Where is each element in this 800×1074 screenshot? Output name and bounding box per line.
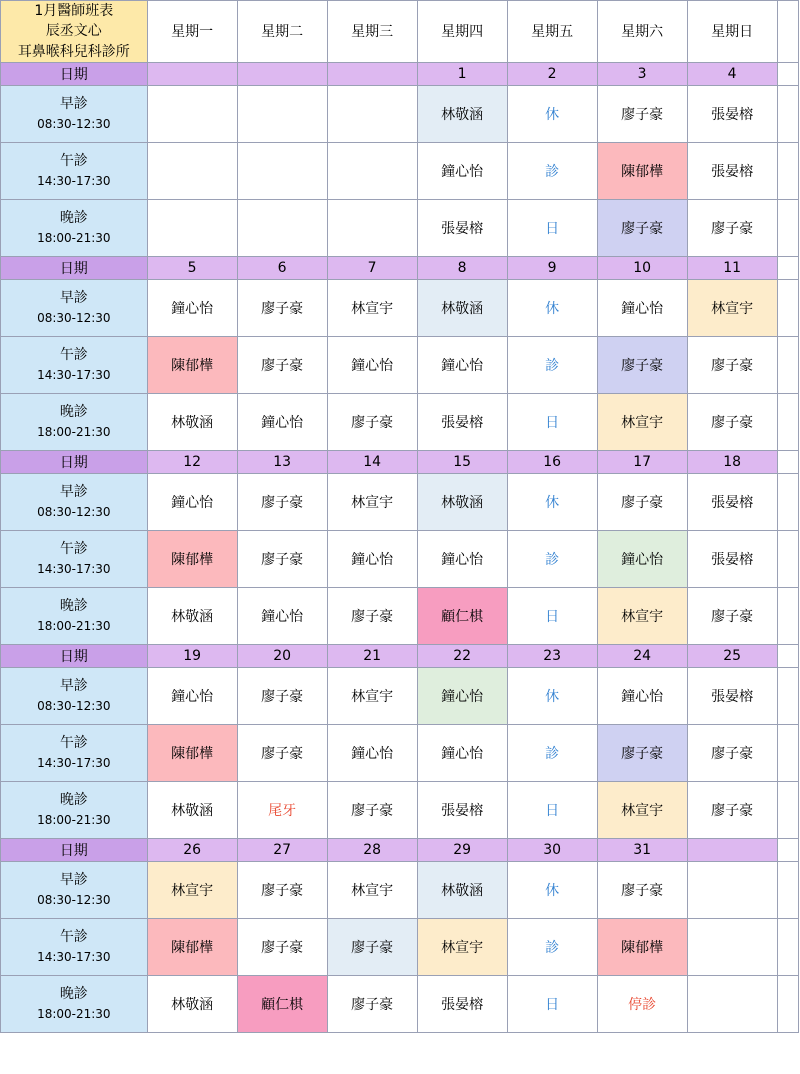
edge-cell (777, 975, 798, 1032)
session-name: 早診 (59, 290, 88, 307)
shift-cell[interactable]: 廖子豪 (687, 199, 777, 256)
shift-cell[interactable]: 廖子豪 (597, 336, 687, 393)
edge-cell (777, 724, 798, 781)
shift-cell[interactable]: 鐘心怡 (237, 393, 327, 450)
session-name: 晚診 (59, 598, 88, 615)
date-number: 6 (237, 256, 327, 279)
session-label (1, 918, 148, 975)
shift-cell[interactable]: 廖子豪 (237, 861, 327, 918)
session-row (1, 142, 799, 199)
session-time: 18:00-21:30 (37, 619, 111, 634)
shift-cell[interactable]: 陳郁樺 (147, 918, 237, 975)
clinic-title-line: 辰丞文心 (45, 23, 102, 40)
session-name: 午診 (59, 153, 88, 170)
session-label (1, 781, 148, 838)
shift-cell[interactable]: 鐘心怡 (417, 724, 507, 781)
edge-cell (777, 644, 798, 667)
session-time: 08:30-12:30 (37, 699, 111, 714)
session-time: 08:30-12:30 (37, 117, 111, 132)
shift-cell[interactable]: 廖子豪 (597, 473, 687, 530)
session-label (1, 85, 148, 142)
date-number: 25 (687, 644, 777, 667)
date-number: 30 (507, 838, 597, 861)
shift-cell[interactable]: 林宣宇 (417, 918, 507, 975)
session-row (1, 85, 799, 142)
date-number: 28 (327, 838, 417, 861)
shift-cell[interactable]: 張晏榕 (687, 85, 777, 142)
date-number: 29 (417, 838, 507, 861)
shift-cell[interactable]: 廖子豪 (237, 473, 327, 530)
date-number: 12 (147, 450, 237, 473)
shift-cell[interactable]: 林宣宇 (147, 861, 237, 918)
session-label (1, 975, 148, 1032)
session-name: 早診 (59, 678, 88, 695)
shift-cell[interactable]: 鐘心怡 (597, 530, 687, 587)
edge-cell (777, 85, 798, 142)
session-time: 08:30-12:30 (37, 311, 111, 326)
shift-cell[interactable]: 廖子豪 (237, 724, 327, 781)
session-row (1, 336, 799, 393)
session-label (1, 142, 148, 199)
edge-cell (777, 1, 798, 63)
shift-cell[interactable]: 張晏榕 (687, 473, 777, 530)
edge-cell (777, 336, 798, 393)
shift-cell[interactable]: 鐘心怡 (237, 587, 327, 644)
shift-cell[interactable] (237, 199, 327, 256)
shift-cell[interactable]: 診 (507, 336, 597, 393)
session-label (1, 336, 148, 393)
shift-cell[interactable] (687, 918, 777, 975)
shift-cell[interactable] (147, 142, 237, 199)
shift-cell[interactable]: 張晏榕 (687, 667, 777, 724)
weekday-header: 星期六 (597, 1, 687, 63)
date-number: 9 (507, 256, 597, 279)
date-row (1, 256, 799, 279)
shift-cell[interactable]: 廖子豪 (597, 724, 687, 781)
shift-cell[interactable]: 廖子豪 (237, 279, 327, 336)
session-row (1, 918, 799, 975)
session-time: 14:30-17:30 (37, 756, 111, 771)
session-label (1, 724, 148, 781)
shift-cell[interactable]: 林敬涵 (417, 861, 507, 918)
shift-cell[interactable]: 鐘心怡 (597, 667, 687, 724)
shift-cell[interactable]: 鐘心怡 (417, 530, 507, 587)
shift-cell[interactable]: 停診 (597, 975, 687, 1032)
session-row (1, 473, 799, 530)
date-label: 日期 (1, 644, 148, 667)
shift-cell[interactable]: 休 (507, 279, 597, 336)
date-label: 日期 (1, 450, 148, 473)
date-number: 5 (147, 256, 237, 279)
shift-cell[interactable]: 日 (507, 199, 597, 256)
date-number (687, 838, 777, 861)
shift-cell[interactable]: 張晏榕 (417, 199, 507, 256)
session-time: 18:00-21:30 (37, 231, 111, 246)
date-label: 日期 (1, 838, 148, 861)
shift-cell[interactable]: 陳郁樺 (597, 918, 687, 975)
edge-cell (777, 62, 798, 85)
shift-cell[interactable]: 林敬涵 (147, 975, 237, 1032)
shift-cell[interactable] (147, 85, 237, 142)
session-row (1, 587, 799, 644)
session-name: 晚診 (59, 404, 88, 421)
shift-cell[interactable] (237, 85, 327, 142)
shift-cell[interactable]: 休 (507, 473, 597, 530)
date-number: 15 (417, 450, 507, 473)
shift-cell[interactable]: 鐘心怡 (327, 336, 417, 393)
session-time: 18:00-21:30 (37, 425, 111, 440)
date-number: 19 (147, 644, 237, 667)
shift-cell[interactable] (687, 975, 777, 1032)
shift-cell[interactable]: 診 (507, 918, 597, 975)
shift-cell[interactable]: 廖子豪 (237, 336, 327, 393)
shift-cell[interactable]: 廖子豪 (687, 724, 777, 781)
session-label (1, 667, 148, 724)
date-number: 23 (507, 644, 597, 667)
clinic-title-line: 耳鼻喉科兒科診所 (17, 43, 130, 60)
shift-cell[interactable]: 林宣宇 (687, 279, 777, 336)
weekday-header: 星期二 (237, 1, 327, 63)
shift-cell[interactable]: 鐘心怡 (417, 336, 507, 393)
date-number (147, 62, 237, 85)
date-number: 27 (237, 838, 327, 861)
edge-cell (777, 667, 798, 724)
session-row (1, 279, 799, 336)
session-name: 午診 (59, 347, 88, 364)
shift-cell[interactable]: 林宣宇 (597, 587, 687, 644)
shift-cell[interactable]: 廖子豪 (327, 918, 417, 975)
session-name: 早診 (59, 96, 88, 113)
session-time: 18:00-21:30 (37, 813, 111, 828)
session-row (1, 393, 799, 450)
shift-cell[interactable]: 顧仁棋 (417, 587, 507, 644)
shift-cell[interactable]: 診 (507, 530, 597, 587)
shift-cell[interactable]: 休 (507, 861, 597, 918)
shift-cell[interactable]: 鐘心怡 (147, 667, 237, 724)
date-row (1, 62, 799, 85)
edge-cell (777, 199, 798, 256)
shift-cell[interactable]: 林敬涵 (147, 587, 237, 644)
shift-cell[interactable]: 林敬涵 (147, 781, 237, 838)
shift-cell[interactable]: 張晏榕 (417, 975, 507, 1032)
weekday-header: 星期五 (507, 1, 597, 63)
session-name: 午診 (59, 929, 88, 946)
shift-cell[interactable]: 診 (507, 724, 597, 781)
shift-cell[interactable]: 廖子豪 (237, 667, 327, 724)
session-label (1, 393, 148, 450)
shift-cell[interactable]: 林敬涵 (417, 85, 507, 142)
session-label (1, 587, 148, 644)
session-time: 08:30-12:30 (37, 505, 111, 520)
session-row (1, 861, 799, 918)
edge-cell (777, 781, 798, 838)
edge-cell (777, 918, 798, 975)
shift-cell[interactable]: 尾牙 (237, 781, 327, 838)
date-row (1, 644, 799, 667)
session-name: 午診 (59, 735, 88, 752)
session-time: 14:30-17:30 (37, 368, 111, 383)
shift-cell[interactable]: 廖子豪 (237, 530, 327, 587)
shift-cell[interactable]: 日 (507, 975, 597, 1032)
shift-cell[interactable]: 日 (507, 587, 597, 644)
session-row (1, 667, 799, 724)
edge-cell (777, 530, 798, 587)
weekday-header: 星期三 (327, 1, 417, 63)
shift-cell[interactable]: 張晏榕 (687, 142, 777, 199)
date-number (237, 62, 327, 85)
shift-cell[interactable]: 鐘心怡 (417, 142, 507, 199)
shift-cell[interactable]: 診 (507, 142, 597, 199)
shift-cell[interactable]: 張晏榕 (417, 393, 507, 450)
date-number: 31 (597, 838, 687, 861)
shift-cell[interactable]: 廖子豪 (327, 975, 417, 1032)
session-row (1, 724, 799, 781)
edge-cell (777, 256, 798, 279)
shift-cell[interactable]: 陳郁樺 (597, 142, 687, 199)
date-number: 11 (687, 256, 777, 279)
session-time: 14:30-17:30 (37, 562, 111, 577)
shift-cell[interactable]: 廖子豪 (237, 918, 327, 975)
date-number: 13 (237, 450, 327, 473)
shift-cell[interactable]: 張晏榕 (417, 781, 507, 838)
weekday-header: 星期一 (147, 1, 237, 63)
shift-cell[interactable]: 廖子豪 (597, 861, 687, 918)
shift-cell[interactable]: 林宣宇 (327, 861, 417, 918)
session-label (1, 279, 148, 336)
session-time: 18:00-21:30 (37, 1007, 111, 1022)
date-label: 日期 (1, 62, 148, 85)
shift-cell[interactable] (327, 199, 417, 256)
session-row (1, 530, 799, 587)
session-name: 晚診 (59, 210, 88, 227)
shift-cell[interactable] (687, 861, 777, 918)
session-name: 晚診 (59, 986, 88, 1003)
shift-cell[interactable]: 林宣宇 (597, 393, 687, 450)
shift-cell[interactable]: 陳郁樺 (147, 336, 237, 393)
shift-cell[interactable]: 休 (507, 667, 597, 724)
weekday-header: 星期四 (417, 1, 507, 63)
schedule-body (1, 1, 799, 1033)
session-name: 晚診 (59, 792, 88, 809)
session-name: 早診 (59, 484, 88, 501)
date-number: 14 (327, 450, 417, 473)
date-number: 24 (597, 644, 687, 667)
shift-cell[interactable]: 廖子豪 (327, 781, 417, 838)
shift-cell[interactable]: 林宣宇 (327, 279, 417, 336)
shift-cell[interactable]: 陳郁樺 (147, 724, 237, 781)
shift-cell[interactable]: 廖子豪 (687, 336, 777, 393)
date-number (327, 62, 417, 85)
shift-cell[interactable]: 林敬涵 (147, 393, 237, 450)
edge-cell (777, 838, 798, 861)
shift-cell[interactable]: 休 (507, 85, 597, 142)
date-number: 1 (417, 62, 507, 85)
session-label (1, 861, 148, 918)
date-number: 2 (507, 62, 597, 85)
date-number: 7 (327, 256, 417, 279)
session-name: 早診 (59, 872, 88, 889)
date-label: 日期 (1, 256, 148, 279)
shift-cell[interactable] (237, 142, 327, 199)
shift-cell[interactable]: 林敬涵 (417, 473, 507, 530)
date-number: 20 (237, 644, 327, 667)
session-time: 14:30-17:30 (37, 950, 111, 965)
table-header-row (1, 1, 799, 63)
date-number: 8 (417, 256, 507, 279)
shift-cell[interactable] (327, 142, 417, 199)
session-name: 午診 (59, 541, 88, 558)
shift-cell[interactable] (147, 199, 237, 256)
shift-cell[interactable]: 鐘心怡 (327, 530, 417, 587)
weekday-header: 星期日 (687, 1, 777, 63)
session-label (1, 530, 148, 587)
shift-cell[interactable]: 鐘心怡 (327, 724, 417, 781)
shift-cell[interactable]: 廖子豪 (687, 781, 777, 838)
edge-cell (777, 279, 798, 336)
shift-cell[interactable]: 林宣宇 (327, 473, 417, 530)
shift-cell[interactable]: 日 (507, 393, 597, 450)
date-number: 22 (417, 644, 507, 667)
shift-cell[interactable]: 日 (507, 781, 597, 838)
shift-cell[interactable]: 鐘心怡 (147, 473, 237, 530)
shift-cell[interactable]: 廖子豪 (597, 199, 687, 256)
shift-cell[interactable]: 鐘心怡 (417, 667, 507, 724)
date-number: 10 (597, 256, 687, 279)
date-number: 17 (597, 450, 687, 473)
date-number: 26 (147, 838, 237, 861)
date-number: 18 (687, 450, 777, 473)
session-time: 14:30-17:30 (37, 174, 111, 189)
shift-cell[interactable]: 林宣宇 (327, 667, 417, 724)
shift-cell[interactable]: 廖子豪 (327, 587, 417, 644)
shift-cell[interactable]: 鐘心怡 (597, 279, 687, 336)
date-number: 16 (507, 450, 597, 473)
edge-cell (777, 473, 798, 530)
date-number: 3 (597, 62, 687, 85)
shift-cell[interactable]: 林敬涵 (417, 279, 507, 336)
edge-cell (777, 861, 798, 918)
session-label (1, 199, 148, 256)
shift-cell[interactable]: 顧仁棋 (237, 975, 327, 1032)
shift-cell[interactable]: 林宣宇 (597, 781, 687, 838)
session-row (1, 975, 799, 1032)
shift-cell[interactable]: 廖子豪 (687, 587, 777, 644)
edge-cell (777, 393, 798, 450)
shift-cell[interactable]: 陳郁樺 (147, 530, 237, 587)
shift-cell[interactable]: 廖子豪 (687, 393, 777, 450)
session-time: 08:30-12:30 (37, 893, 111, 908)
session-label (1, 473, 148, 530)
edge-cell (777, 587, 798, 644)
date-row (1, 838, 799, 861)
session-row (1, 199, 799, 256)
clinic-title (1, 1, 148, 63)
edge-cell (777, 142, 798, 199)
shift-cell[interactable]: 張晏榕 (687, 530, 777, 587)
date-number: 4 (687, 62, 777, 85)
date-row (1, 450, 799, 473)
clinic-title-line: 1月醫師班表 (34, 3, 114, 19)
edge-cell (777, 450, 798, 473)
session-row (1, 781, 799, 838)
shift-cell[interactable] (327, 85, 417, 142)
shift-cell[interactable]: 廖子豪 (327, 393, 417, 450)
shift-cell[interactable]: 廖子豪 (597, 85, 687, 142)
shift-cell[interactable]: 鐘心怡 (147, 279, 237, 336)
date-number: 21 (327, 644, 417, 667)
